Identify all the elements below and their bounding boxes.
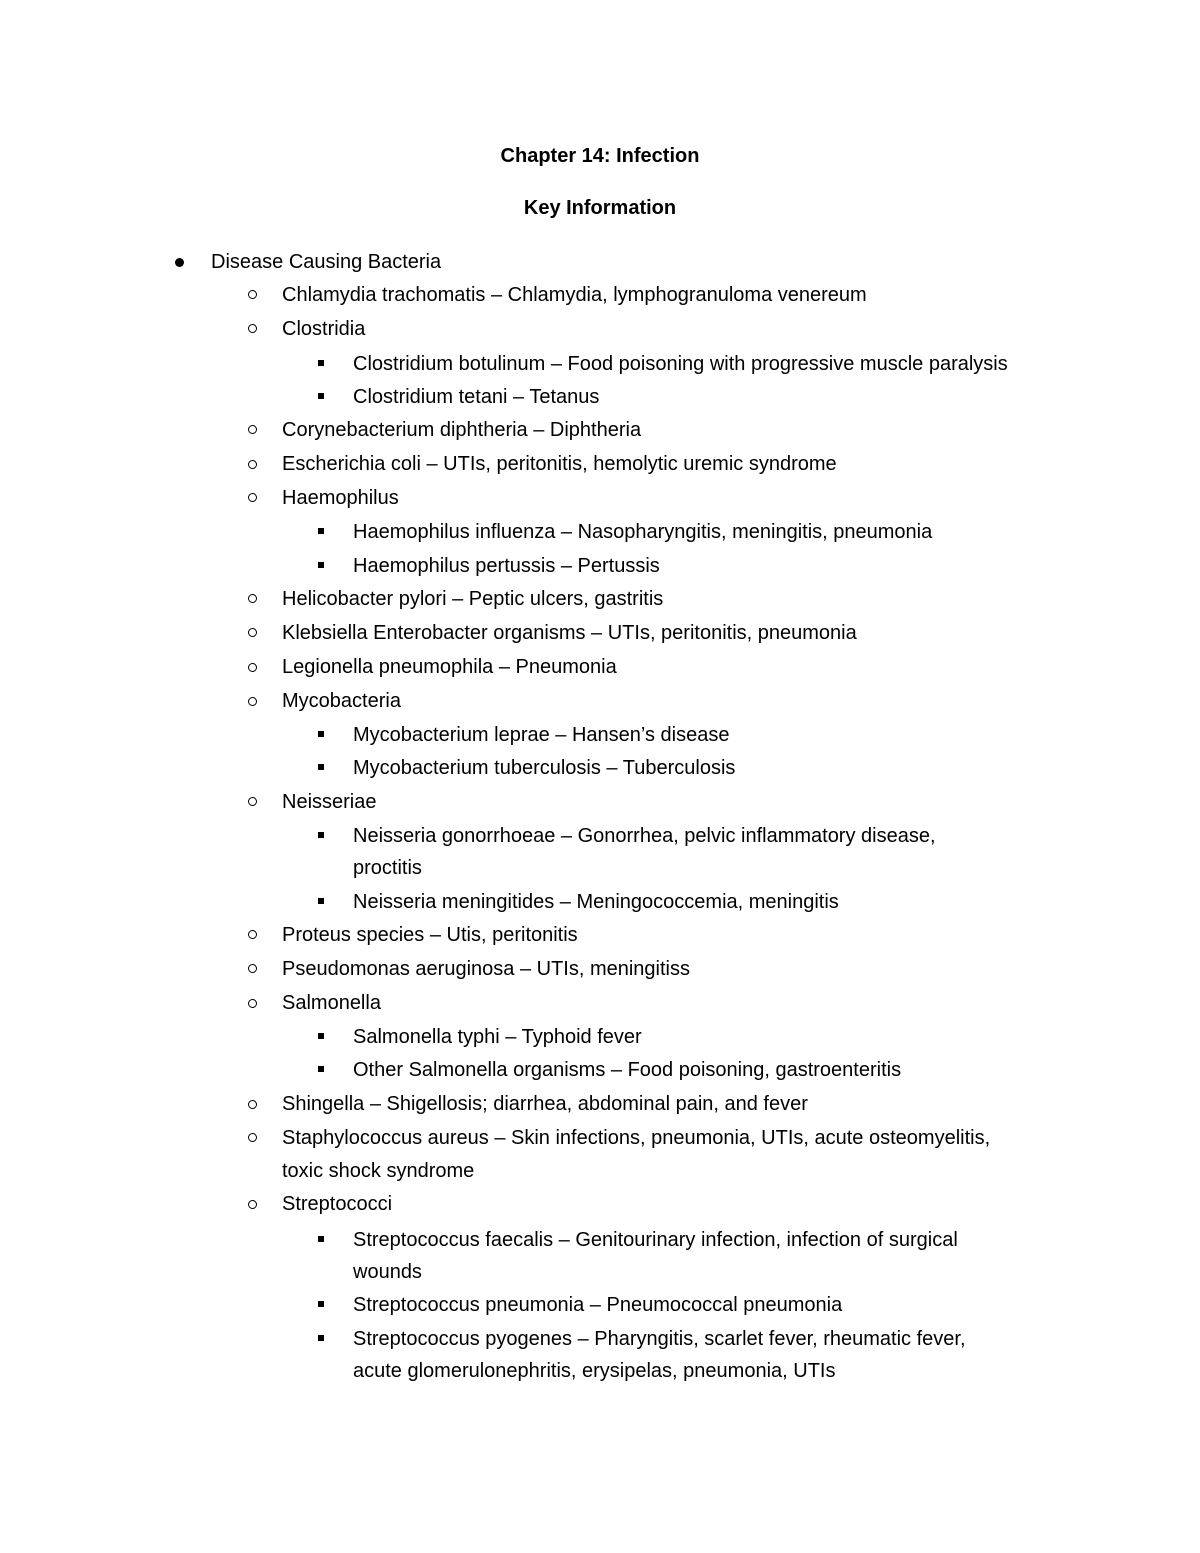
- list-item: Staphylococcus aureus – Skin infections, pneumonia, UTIs, acute osteomyelitis,: [282, 1127, 991, 1149]
- list-subitem: Neisseria meningitides – Meningococcemia, meningitis: [353, 891, 839, 913]
- list-item: Proteus species – Utis, peritonitis: [282, 924, 578, 946]
- disc-bullet-icon: [175, 258, 184, 267]
- list-subitem: Neisseria gonorrhoeae – Gonorrhea, pelvic inflammatory disease,: [353, 825, 936, 847]
- list-item: Mycobacteria: [282, 690, 401, 712]
- list-subitem: Haemophilus influenza – Nasopharyngitis, meningitis, pneumonia: [353, 521, 933, 543]
- circle-bullet-icon: [248, 1200, 257, 1209]
- circle-bullet-icon: [248, 324, 257, 333]
- section-heading: Disease Causing Bacteria: [211, 251, 442, 273]
- list-item: Chlamydia trachomatis – Chlamydia, lymphogranuloma venereum: [282, 284, 867, 306]
- list-subitem: Haemophilus pertussis – Pertussis: [353, 555, 660, 577]
- list-item-continuation: toxic shock syndrome: [282, 1160, 475, 1182]
- circle-bullet-icon: [248, 964, 257, 973]
- list-subitem: Streptococcus pneumonia – Pneumococcal pneumonia: [353, 1294, 843, 1316]
- square-bullet-icon: [318, 528, 324, 534]
- list-item: Salmonella: [282, 992, 381, 1014]
- list-subitem-continuation: wounds: [353, 1261, 422, 1283]
- square-bullet-icon: [318, 1301, 324, 1307]
- list-item: Escherichia coli – UTIs, peritonitis, hemolytic uremic syndrome: [282, 453, 837, 475]
- square-bullet-icon: [318, 393, 324, 399]
- list-subitem: Other Salmonella organisms – Food poisoning, gastroenteritis: [353, 1059, 902, 1081]
- list-item: Shingella – Shigellosis; diarrhea, abdominal pain, and fever: [282, 1093, 808, 1115]
- page-subtitle: Key Information: [523, 197, 677, 219]
- circle-bullet-icon: [248, 290, 257, 299]
- circle-bullet-icon: [248, 1133, 257, 1142]
- square-bullet-icon: [318, 562, 324, 568]
- circle-bullet-icon: [248, 1100, 257, 1109]
- circle-bullet-icon: [248, 999, 257, 1008]
- list-item: Pseudomonas aeruginosa – UTIs, meningitiss: [282, 958, 690, 980]
- list-subitem: Mycobacterium tuberculosis – Tuberculosis: [353, 757, 736, 779]
- page-title: Chapter 14: Infection: [500, 145, 700, 167]
- square-bullet-icon: [318, 1033, 324, 1039]
- square-bullet-icon: [318, 360, 324, 366]
- list-subitem-continuation: proctitis: [353, 857, 422, 879]
- circle-bullet-icon: [248, 930, 257, 939]
- list-subitem: Salmonella typhi – Typhoid fever: [353, 1026, 642, 1048]
- circle-bullet-icon: [248, 460, 257, 469]
- list-item: Haemophilus: [282, 487, 399, 509]
- list-item: Legionella pneumophila – Pneumonia: [282, 656, 617, 678]
- list-subitem: Streptococcus faecalis – Genitourinary infection, infection of surgical: [353, 1229, 958, 1251]
- square-bullet-icon: [318, 898, 324, 904]
- square-bullet-icon: [318, 1066, 324, 1072]
- circle-bullet-icon: [248, 797, 257, 806]
- list-item: Helicobacter pylori – Peptic ulcers, gastritis: [282, 588, 664, 610]
- list-subitem: Clostridium tetani – Tetanus: [353, 386, 600, 408]
- list-subitem: Streptococcus pyogenes – Pharyngitis, scarlet fever, rheumatic fever,: [353, 1328, 966, 1350]
- circle-bullet-icon: [248, 628, 257, 637]
- circle-bullet-icon: [248, 697, 257, 706]
- list-item: Neisseriae: [282, 791, 377, 813]
- square-bullet-icon: [318, 731, 324, 737]
- square-bullet-icon: [318, 1236, 324, 1242]
- list-subitem: Mycobacterium leprae – Hansen’s disease: [353, 724, 730, 746]
- circle-bullet-icon: [248, 594, 257, 603]
- circle-bullet-icon: [248, 663, 257, 672]
- square-bullet-icon: [318, 764, 324, 770]
- list-item: Streptococci: [282, 1193, 393, 1215]
- circle-bullet-icon: [248, 425, 257, 434]
- square-bullet-icon: [318, 1335, 324, 1341]
- list-subitem-continuation: acute glomerulonephritis, erysipelas, pneumonia, UTIs: [353, 1360, 836, 1382]
- list-subitem: Clostridium botulinum – Food poisoning with progressive muscle paralysis: [353, 353, 1008, 375]
- list-item: Clostridia: [282, 318, 366, 340]
- circle-bullet-icon: [248, 493, 257, 502]
- list-item: Klebsiella Enterobacter organisms – UTIs, peritonitis, pneumonia: [282, 622, 857, 644]
- square-bullet-icon: [318, 832, 324, 838]
- list-item: Corynebacterium diphtheria – Diphtheria: [282, 419, 642, 441]
